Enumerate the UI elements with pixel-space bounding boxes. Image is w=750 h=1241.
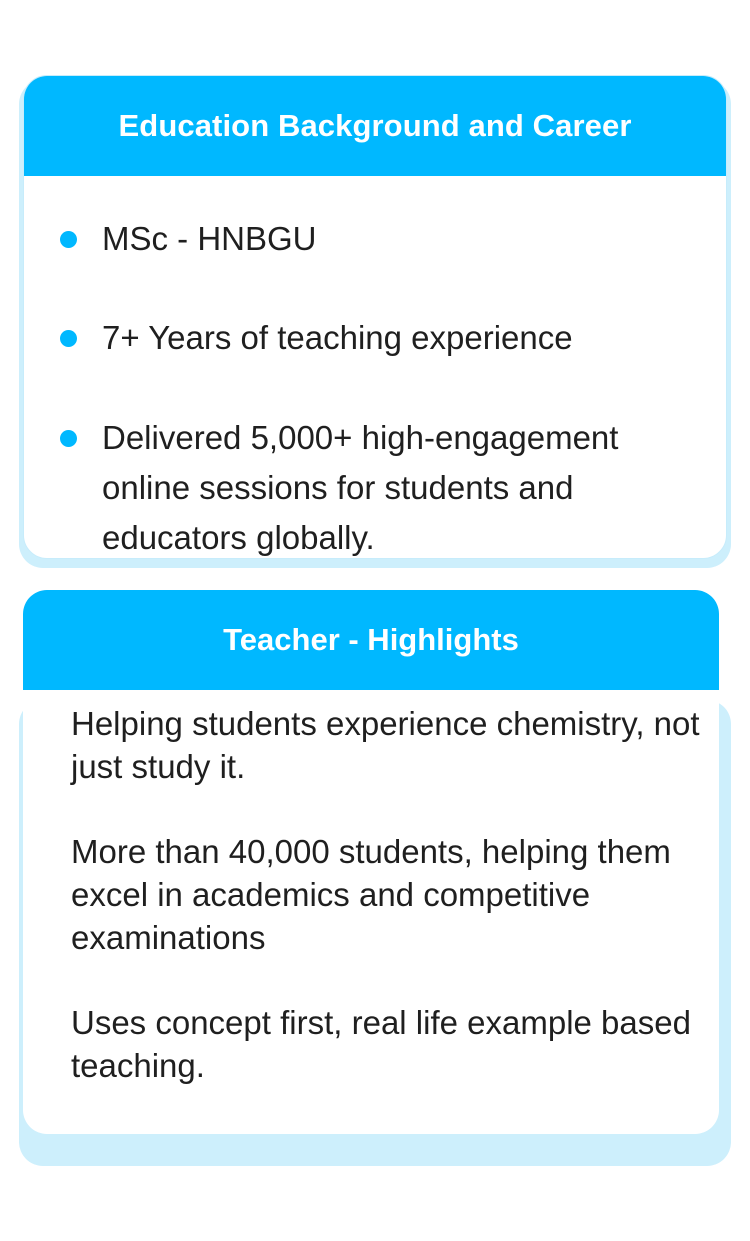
education-card-header bbox=[24, 76, 726, 176]
highlight-paragraph: More than 40,000 students, helping them excel in academics and competitive examinations bbox=[71, 833, 671, 956]
education-list-item bbox=[102, 214, 317, 264]
bullet-dot-icon bbox=[60, 330, 77, 347]
education-item-text: 7+ Years of teaching experience bbox=[102, 319, 573, 356]
highlights-card-title: Teacher - Highlights bbox=[223, 622, 519, 657]
highlight-paragraph: Uses concept first, real life example based teaching. bbox=[71, 1004, 691, 1084]
education-item-text: MSc - HNBGU bbox=[102, 220, 317, 257]
bullet-dot-icon bbox=[60, 430, 77, 447]
education-list-item bbox=[102, 413, 702, 559]
bullet-dot-icon bbox=[60, 231, 77, 248]
highlight-paragraph: Helping students experience chemistry, not just study it. bbox=[71, 705, 700, 785]
education-card-title: Education Background and Career bbox=[118, 108, 632, 143]
education-list-item bbox=[102, 313, 573, 363]
education-card bbox=[23, 75, 727, 559]
highlights-card-header bbox=[23, 590, 719, 690]
highlights-card bbox=[23, 590, 719, 1134]
education-item-text: Delivered 5,000+ high-engagement online sessions for students and educators globally. bbox=[102, 419, 619, 556]
